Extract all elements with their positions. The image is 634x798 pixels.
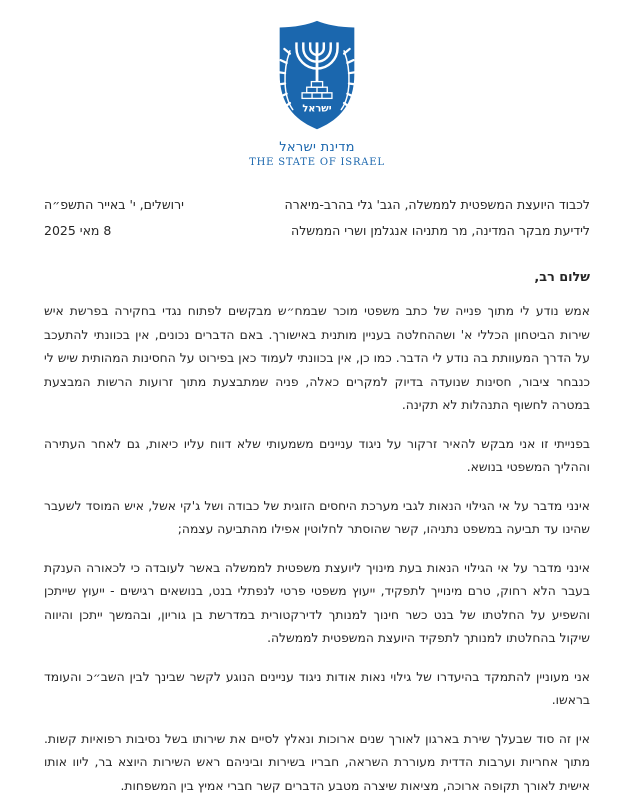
gregorian-date: 8 מאי 2025 — [44, 223, 112, 238]
paragraph-3: אינני מדבר על אי הגילוי הנאות לגבי מערכת היחסים הזוגית של כבודה ושל ג'קי אשל, איש המוסד לשעבר שהינו עד תביעה במשפט נתניהו, קשר שהוסתר לחלוטין אפילו מהתביעה עצמה; — [44, 498, 590, 536]
letter-body — [44, 300, 590, 798]
paragraph-6: אין זה סוד שבעלך שירת בארגון לאורך שנים ארוכות ונאלץ לסיים את שירותו בשל נסיבות רפואיות קשות. מתוך אחריות וערבות הדדית מעוררת השראה, חבריו בשירות וביניהם ראש השירות היוצא בר, ליוו אותו אישית לאורך תקופה ארוכה, מציאות שיצרה מטבע הדברים קשר חברי אמיץ בין המשפחות. — [44, 731, 590, 793]
place-and-hebrew-date: ירושלים, י' באייר התשפ״ה — [44, 197, 184, 212]
letterhead — [44, 20, 590, 168]
greeting-line: שלום רב, — [534, 270, 590, 285]
emblem-shield-label: ישראל — [302, 103, 332, 115]
addressee-line-2: לידיעת מבקר המדינה, מר מתניהו אנגלמן ושרי הממשלה — [291, 223, 590, 238]
israel-state-emblem-icon — [270, 20, 364, 132]
letter-header — [44, 192, 590, 244]
state-name-hebrew: מדינת ישראל — [279, 140, 355, 155]
addressee-block — [284, 192, 590, 244]
state-name-english: THE STATE OF ISRAEL — [249, 157, 385, 168]
addressee-line-1: לכבוד היועצת המשפטית לממשלה, הגב' גלי בהרב-מיארה — [284, 197, 590, 212]
paragraph-4: אינני מדבר על אי הגילוי הנאות בעת מינויך ליועצת משפטית לממשלה באשר לעובדה כי לכאורה הענקת בעבר הלא רחוק, טרם מינוייך לתפקיד, ייעוץ משפטי פרטי לנפתלי בנט, בנושאים רגישים - ייעוץ שייתכן והשפיע על החלטתו של בנט כשר חינוך למנותך לדירקטורית במדרשת בן גוריון, ובהמשך ייתכן והיווה שיקול בהחלטתו למנותך לתפקיד היועצת המשפטית לממשלה. — [44, 560, 590, 645]
paragraph-2: בפנייתי זו אני מבקש להאיר זרקור על ניגוד עניינים משמעותי שלא דווח עליו כיאות, גם לאחר העתירה וההליך המשפטי בנושא. — [44, 436, 590, 474]
paragraph-5: אני מעוניין להתמקד בהיעדרו של גילוי נאות אודות ניגוד עניינים הנוגע לקשר שבינך לבין השב״כ והעומד בראשו. — [44, 669, 590, 707]
paragraph-1: אמש נודע לי מתוך פנייה של כתב משפטי מוכר שבמח״ש מבקשים לפתוח נגדי בחקירה בפרשת איש שירות הביטחון הכללי א' ושההחלטה בעניין מותנית באישורך. באם הדברים נכונים, אין בכוונתי להתעכב על הדרך המעוותת בה נודע לי הדבר. כמו כן, אין בכוונתי לעמוד כאן בפירוט על החסינות המהותית שיש לי כנבחר ציבור, חסינות שנועדה בדיוק למקרים כאלה, פניה שמתבצעת מתוך זרועות הרשות המבצעת במטרה לחשוף התנהלות לא תקינה. — [44, 304, 590, 412]
date-block — [44, 192, 184, 244]
